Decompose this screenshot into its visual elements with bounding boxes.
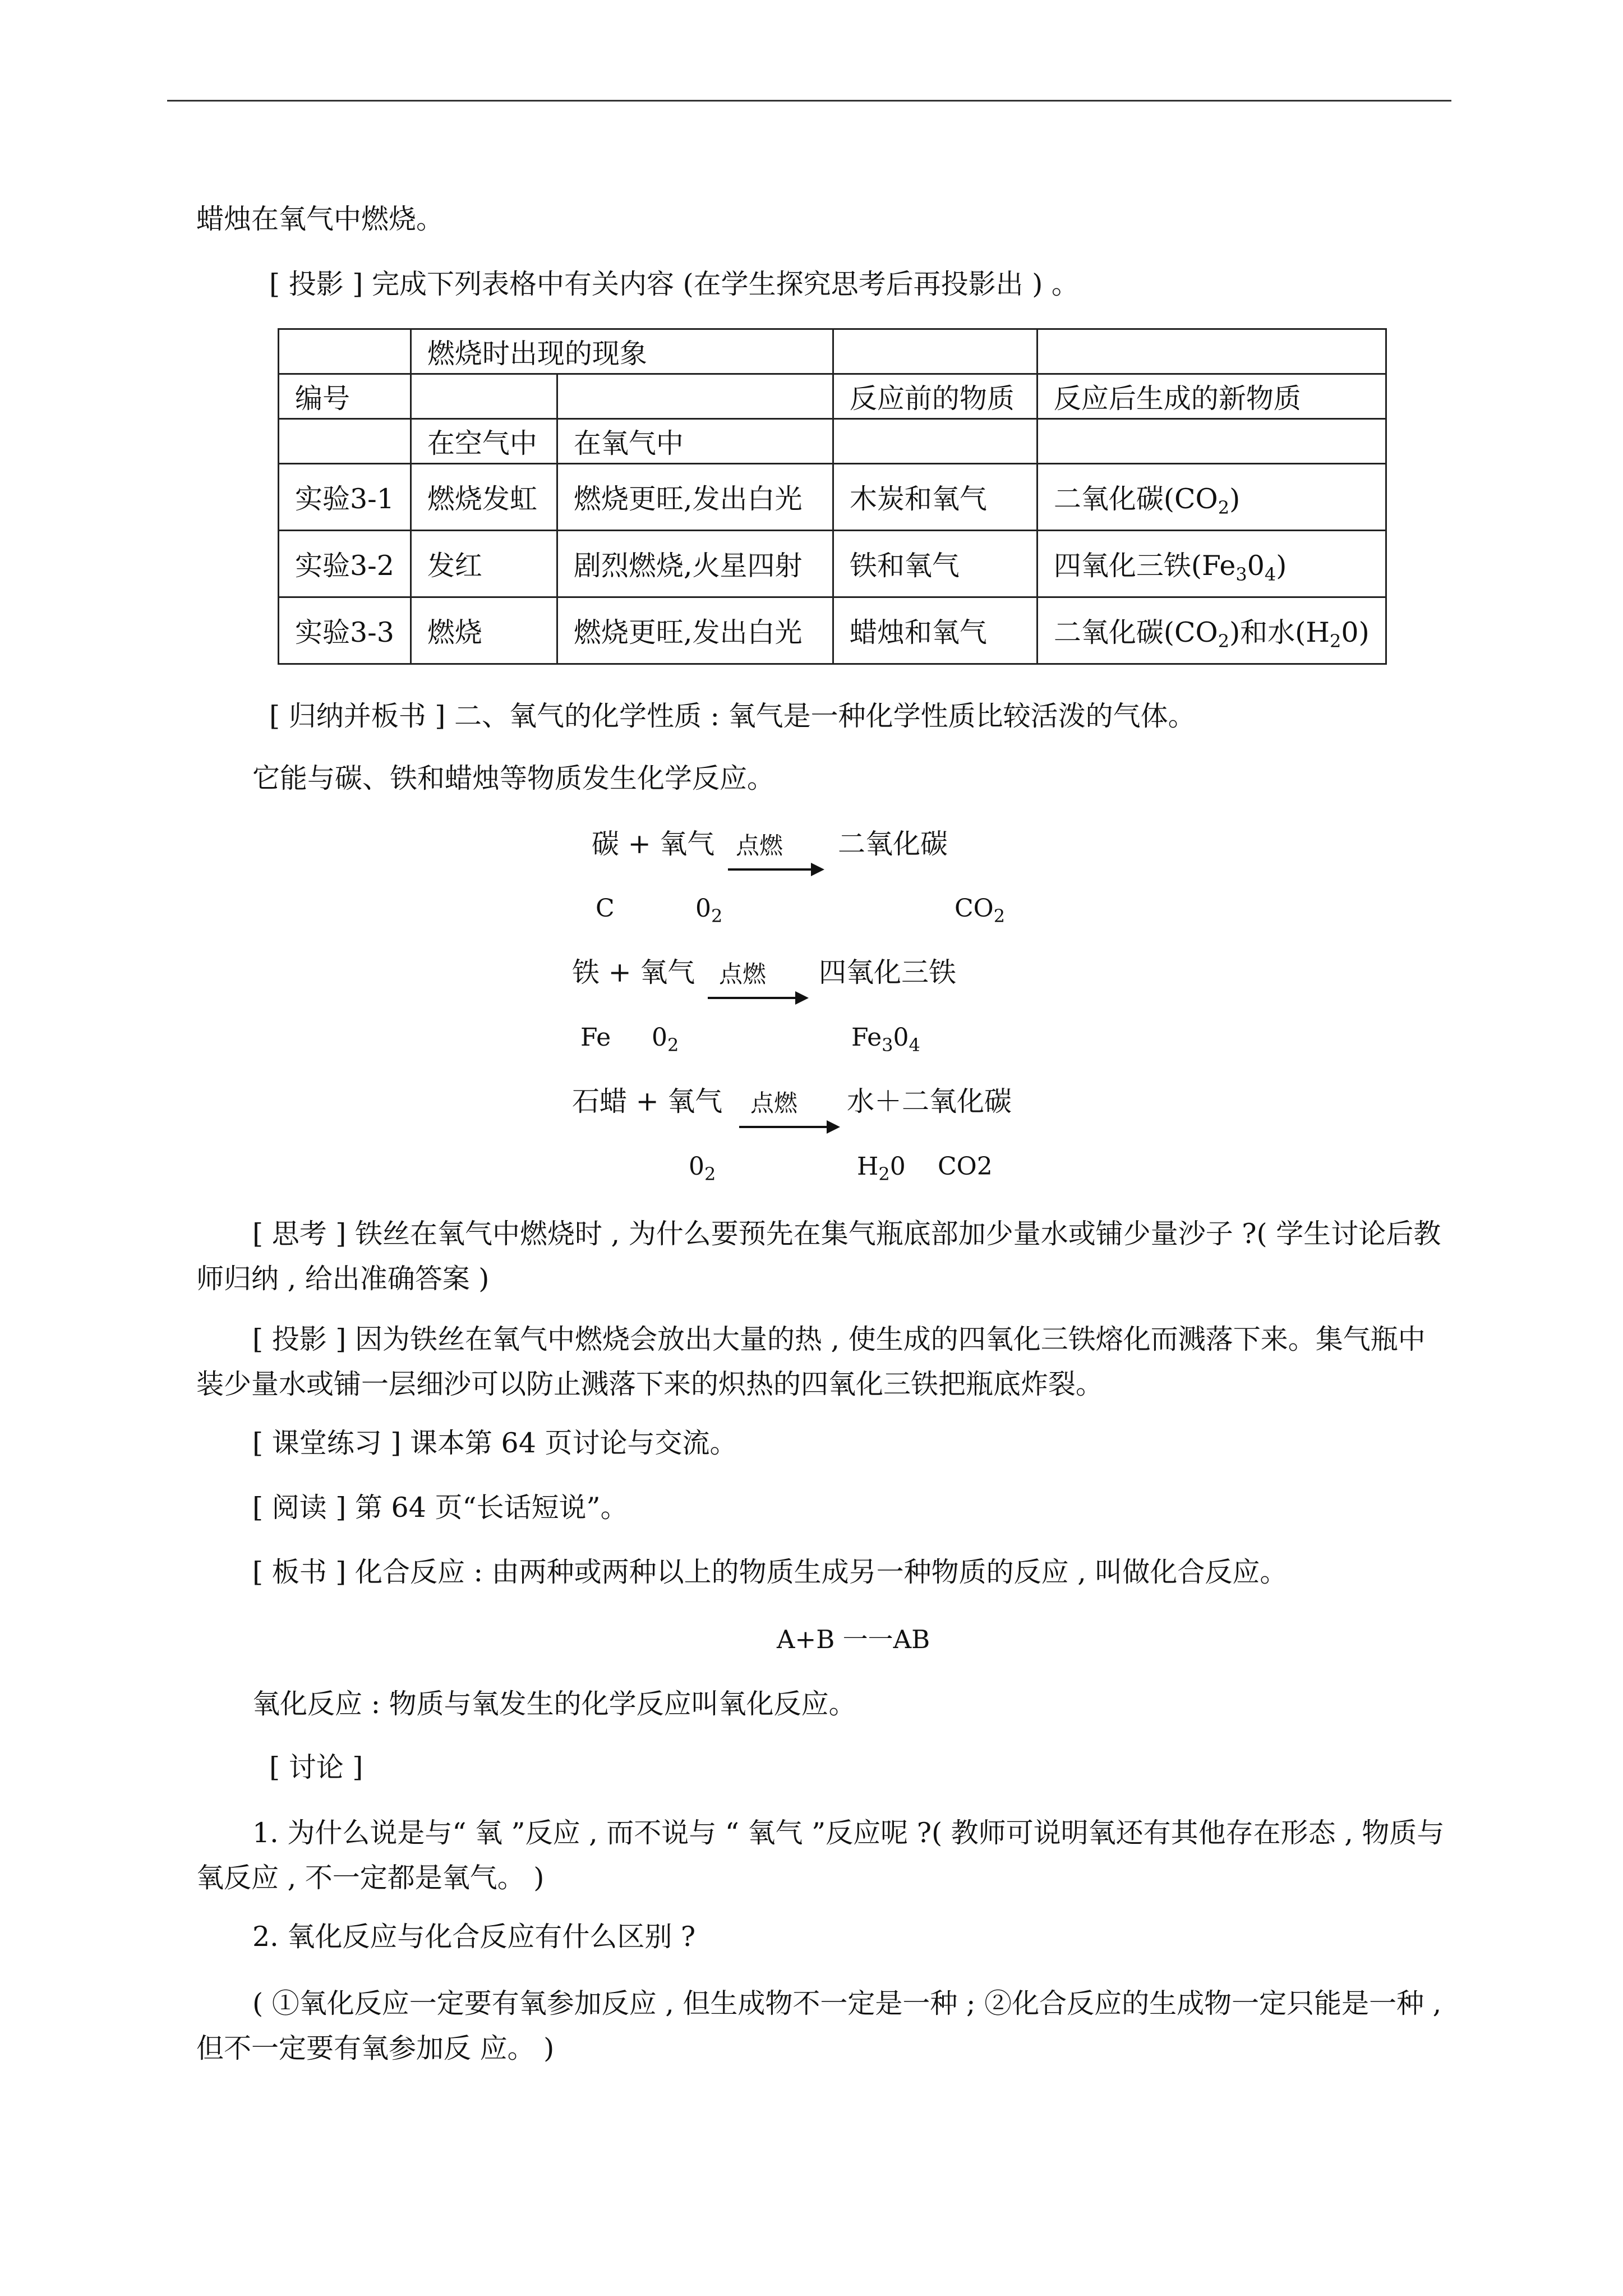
table-cell bbox=[557, 374, 833, 419]
table-cell bbox=[833, 329, 1037, 374]
table-cell bbox=[279, 419, 411, 464]
table-cell bbox=[1037, 419, 1386, 464]
phenomenon-oxygen: 剧烈燃烧,火星四射 bbox=[557, 531, 833, 597]
discussion-heading: [ 讨论 ] bbox=[269, 1751, 363, 1783]
combination-formula: A+B 一一AB bbox=[777, 1625, 930, 1654]
think-paragraph: [ 思考 ] 铁丝在氧气中燃烧时 , 为什么要预先在集气瓶底部加少量水或铺少量沙子 ?( 学生讨论后教师归纳 , 给出准确答案 ) bbox=[196, 1218, 1441, 1295]
phenomenon-air: 发红 bbox=[411, 531, 557, 597]
projection-paragraph: [ 投影 ] 因为铁丝在氧气中燃烧会放出大量的热 , 使生成的四氧化三铁熔化而溅落下来。集气瓶中装少量水或铺一层细沙可以防止溅落下来的炽热的四氧化三铁把瓶底炸裂。 bbox=[196, 1323, 1426, 1400]
reactants: 木炭和氧气 bbox=[833, 464, 1037, 531]
table-row bbox=[279, 597, 1386, 664]
summary-line-1: [ 归纳并板书 ] 二、氧气的化学性质 : 氧气是一种化学性质比较活泼的气体。 bbox=[269, 700, 1196, 732]
phenomenon-air: 燃烧发虹 bbox=[411, 464, 557, 531]
answer-paragraph: ( ①氧化反应一定要有氧参加反应 , 但生成物不一定是一种 ; ②化合反应的生成物一定只能是一种 , 但不一定要有氧参加反 应。 ) bbox=[196, 1987, 1442, 2064]
reactants: 蜡烛和氧气 bbox=[833, 597, 1037, 664]
equation-1-reactants: 碳 + 氧气 bbox=[592, 828, 715, 860]
formula-fe3o4: $Fe_30_4$ bbox=[851, 1023, 920, 1056]
equation-1-arrow bbox=[728, 868, 812, 871]
equation-3-condition: 点燃 bbox=[750, 1089, 798, 1117]
products: 二氧化碳$(CO_2)$ bbox=[1037, 464, 1386, 531]
question-2: 2. 氧化反应与化合反应有什么区别 ? bbox=[252, 1921, 696, 1953]
experiment-table bbox=[278, 328, 1387, 665]
table-row bbox=[279, 374, 1386, 419]
phenomenon-oxygen: 燃烧更旺,发出白光 bbox=[557, 464, 833, 531]
phenomenon-air: 燃烧 bbox=[411, 597, 557, 664]
equation-3-products: 水＋二氧化碳 bbox=[847, 1085, 1012, 1117]
reading-line: [ 阅读 ] 第 64 页“长话短说”。 bbox=[252, 1492, 628, 1524]
products: 四氧化三铁$(Fe_30_4)$ bbox=[1037, 531, 1386, 597]
formula-co2: $CO_2$ bbox=[955, 894, 1006, 927]
table-cell bbox=[833, 419, 1037, 464]
header-rule bbox=[167, 100, 1451, 102]
experiment-id: 实验3-2 bbox=[279, 531, 411, 597]
question-1: 1. 为什么说是与“ 氧 ”反应 , 而不说与 “ 氧气 ”反应呢 ?( 教师可说明氧还有其他存在形态 , 物质与氧反应 , 不一定都是氧气。 ) bbox=[196, 1817, 1445, 1894]
board-line: [ 板书 ] 化合反应 : 由两种或两种以上的物质生成另一种物质的反应 , 叫做化合反应。 bbox=[252, 1556, 1288, 1588]
table-cell bbox=[1037, 329, 1386, 374]
table-cell bbox=[411, 374, 557, 419]
formula-o2: $0_2$ bbox=[695, 894, 723, 927]
equation-2-arrow bbox=[708, 997, 796, 999]
products: 二氧化碳$(CO_2)$和水$(H_20)$ bbox=[1037, 597, 1386, 664]
experiment-id: 实验3-1 bbox=[279, 464, 411, 531]
table-row bbox=[279, 419, 1386, 464]
equation-1-products: 二氧化碳 bbox=[838, 828, 948, 860]
table-row bbox=[279, 531, 1386, 597]
table-row bbox=[279, 329, 1386, 374]
table-cell bbox=[279, 329, 411, 374]
equation-1-condition: 点燃 bbox=[736, 832, 783, 859]
formula-fe: Fe bbox=[580, 1023, 611, 1052]
exercise-line: [ 课堂练习 ] 课本第 64 页讨论与交流。 bbox=[252, 1427, 737, 1459]
equation-3-reactants: 石蜡 + 氧气 bbox=[572, 1085, 723, 1117]
formula-c: C bbox=[596, 894, 615, 923]
formula-co2: CO2 bbox=[938, 1152, 993, 1181]
header-number: 编号 bbox=[279, 374, 411, 419]
experiment-id: 实验3-3 bbox=[279, 597, 411, 664]
equation-3-arrow bbox=[739, 1126, 828, 1128]
equation-2-reactants: 铁 + 氧气 bbox=[572, 956, 695, 988]
formula-o2: $0_2$ bbox=[689, 1152, 716, 1185]
equation-2-condition: 点燃 bbox=[719, 960, 767, 988]
formula-h2o: $H_20$ bbox=[857, 1152, 906, 1185]
summary-line-2: 它能与碳、铁和蜡烛等物质发生化学反应。 bbox=[252, 762, 775, 794]
reactants: 铁和氧气 bbox=[833, 531, 1037, 597]
header-in-oxygen: 在氧气中 bbox=[557, 419, 833, 464]
equation-2-products: 四氧化三铁 bbox=[819, 956, 957, 988]
intro-line: 蜡烛在氧气中燃烧。 bbox=[196, 203, 444, 235]
header-phenomenon: 燃烧时出现的现象 bbox=[411, 329, 833, 374]
header-reactants: 反应前的物质 bbox=[833, 374, 1037, 419]
table-row bbox=[279, 464, 1386, 531]
phenomenon-oxygen: 燃烧更旺,发出白光 bbox=[557, 597, 833, 664]
oxidation-definition: 氧化反应 : 物质与氧发生的化学反应叫氧化反应。 bbox=[252, 1688, 856, 1720]
formula-o2: $0_2$ bbox=[652, 1023, 679, 1056]
projection-instruction: [ 投影 ] 完成下列表格中有关内容 (在学生探究思考后再投影出 ) 。 bbox=[269, 268, 1079, 300]
header-in-air: 在空气中 bbox=[411, 419, 557, 464]
header-products: 反应后生成的新物质 bbox=[1037, 374, 1386, 419]
